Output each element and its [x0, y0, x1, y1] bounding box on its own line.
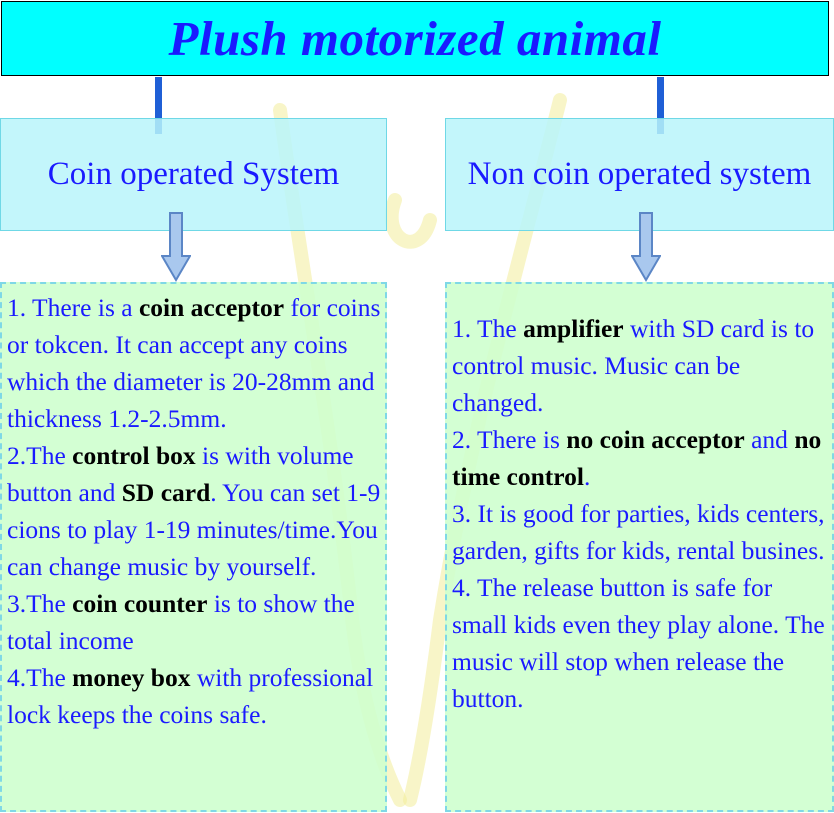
list-item: 3. It is good for parties, kids centers, garden, gifts for kids, rental busines.: [452, 499, 825, 565]
list-item: 3.The coin counter is to show the total income: [7, 589, 355, 655]
left-down-arrow-icon: [161, 212, 191, 282]
coin-operated-header-label: Coin operated System: [47, 156, 340, 192]
list-item: 2. There is no coin acceptor and no time control.: [452, 425, 822, 491]
right-down-arrow-icon: [631, 212, 661, 282]
title-box: [1, 1, 829, 76]
non-coin-operated-header-label: Non coin operated system: [467, 156, 812, 192]
list-item: 4. The release button is safe for small kids even they play alone. The music will stop when release the button.: [452, 573, 825, 713]
page-title: Plush motorized animal: [168, 11, 662, 66]
coin-operated-features: [0, 282, 387, 812]
list-item: 1. There is a coin acceptor for coins or tokcen. It can accept any coins which the diameter is 20-28mm and thickness 1.2-2.5mm.: [7, 293, 381, 433]
coin-operated-header: [0, 118, 387, 231]
list-item: 1. The amplifier with SD card is to control music. Music can be changed.: [452, 314, 815, 417]
list-item: 4.The money box with professional lock keeps the coins safe.: [7, 663, 374, 729]
list-item: 2.The control box is with volume button and SD card. You can set 1-9 cions to play 1-19 minutes/time.You can change music by yourself.: [7, 441, 381, 581]
non-coin-operated-features: [445, 282, 834, 812]
